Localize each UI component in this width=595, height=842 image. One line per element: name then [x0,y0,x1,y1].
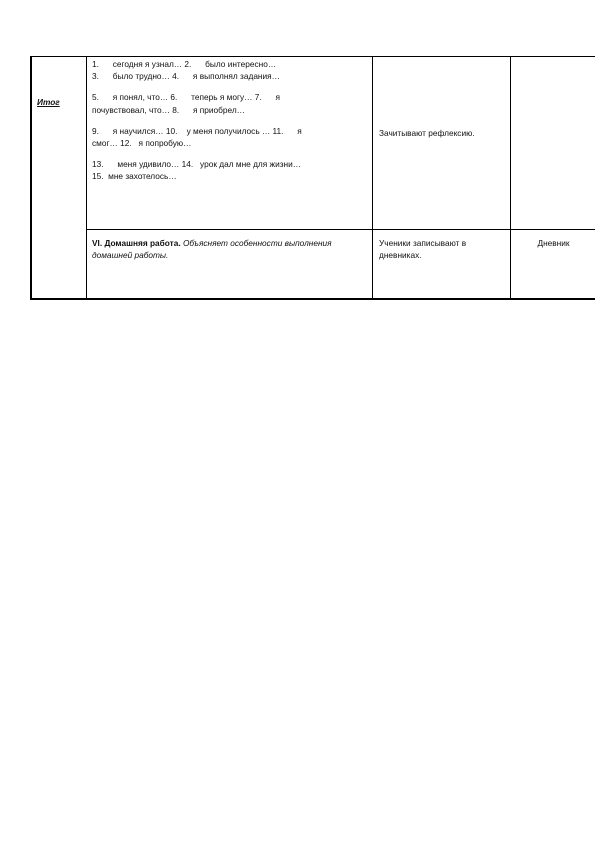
reflection-line: 15. мне захотелось… [92,171,177,182]
student-activity-homework: Ученики записывают в дневниках. [379,238,467,261]
reflection-line: смог… 12. я попробую… [92,138,192,149]
reflection-line: почувствовал, что… 8. я приобрел… [92,104,245,115]
resource-diary: Дневник [537,238,570,248]
reflection-line: 1. сегодня я узнал… 2. было интересно… [92,59,277,69]
column-divider-2 [372,56,373,300]
stage-title: VI. Домашняя работа. [92,238,181,248]
stage-description: Объясняет особенности выполнения домашней работы. [92,238,332,261]
table-left-border [30,56,32,300]
student-activity-reflection: Зачитывают рефлексию. [379,128,475,138]
reflection-line: 9. я научился… 10. у меня получилось … 11. я [92,125,302,136]
column-divider-1 [86,56,87,300]
reflection-list [92,58,368,183]
column-divider-3 [510,56,511,300]
row-label-itog: Итог [37,97,60,107]
reflection-line: 5. я понял, что… 6. теперь я могу… 7. я [92,92,280,103]
reflection-line: 3. было трудно… 4. я выполнял задания… [92,71,280,82]
homework-stage [92,237,364,261]
reflection-line: 13. меня удивило… 14. урок дал мне для жизни… [92,159,302,170]
row-divider [86,229,595,230]
